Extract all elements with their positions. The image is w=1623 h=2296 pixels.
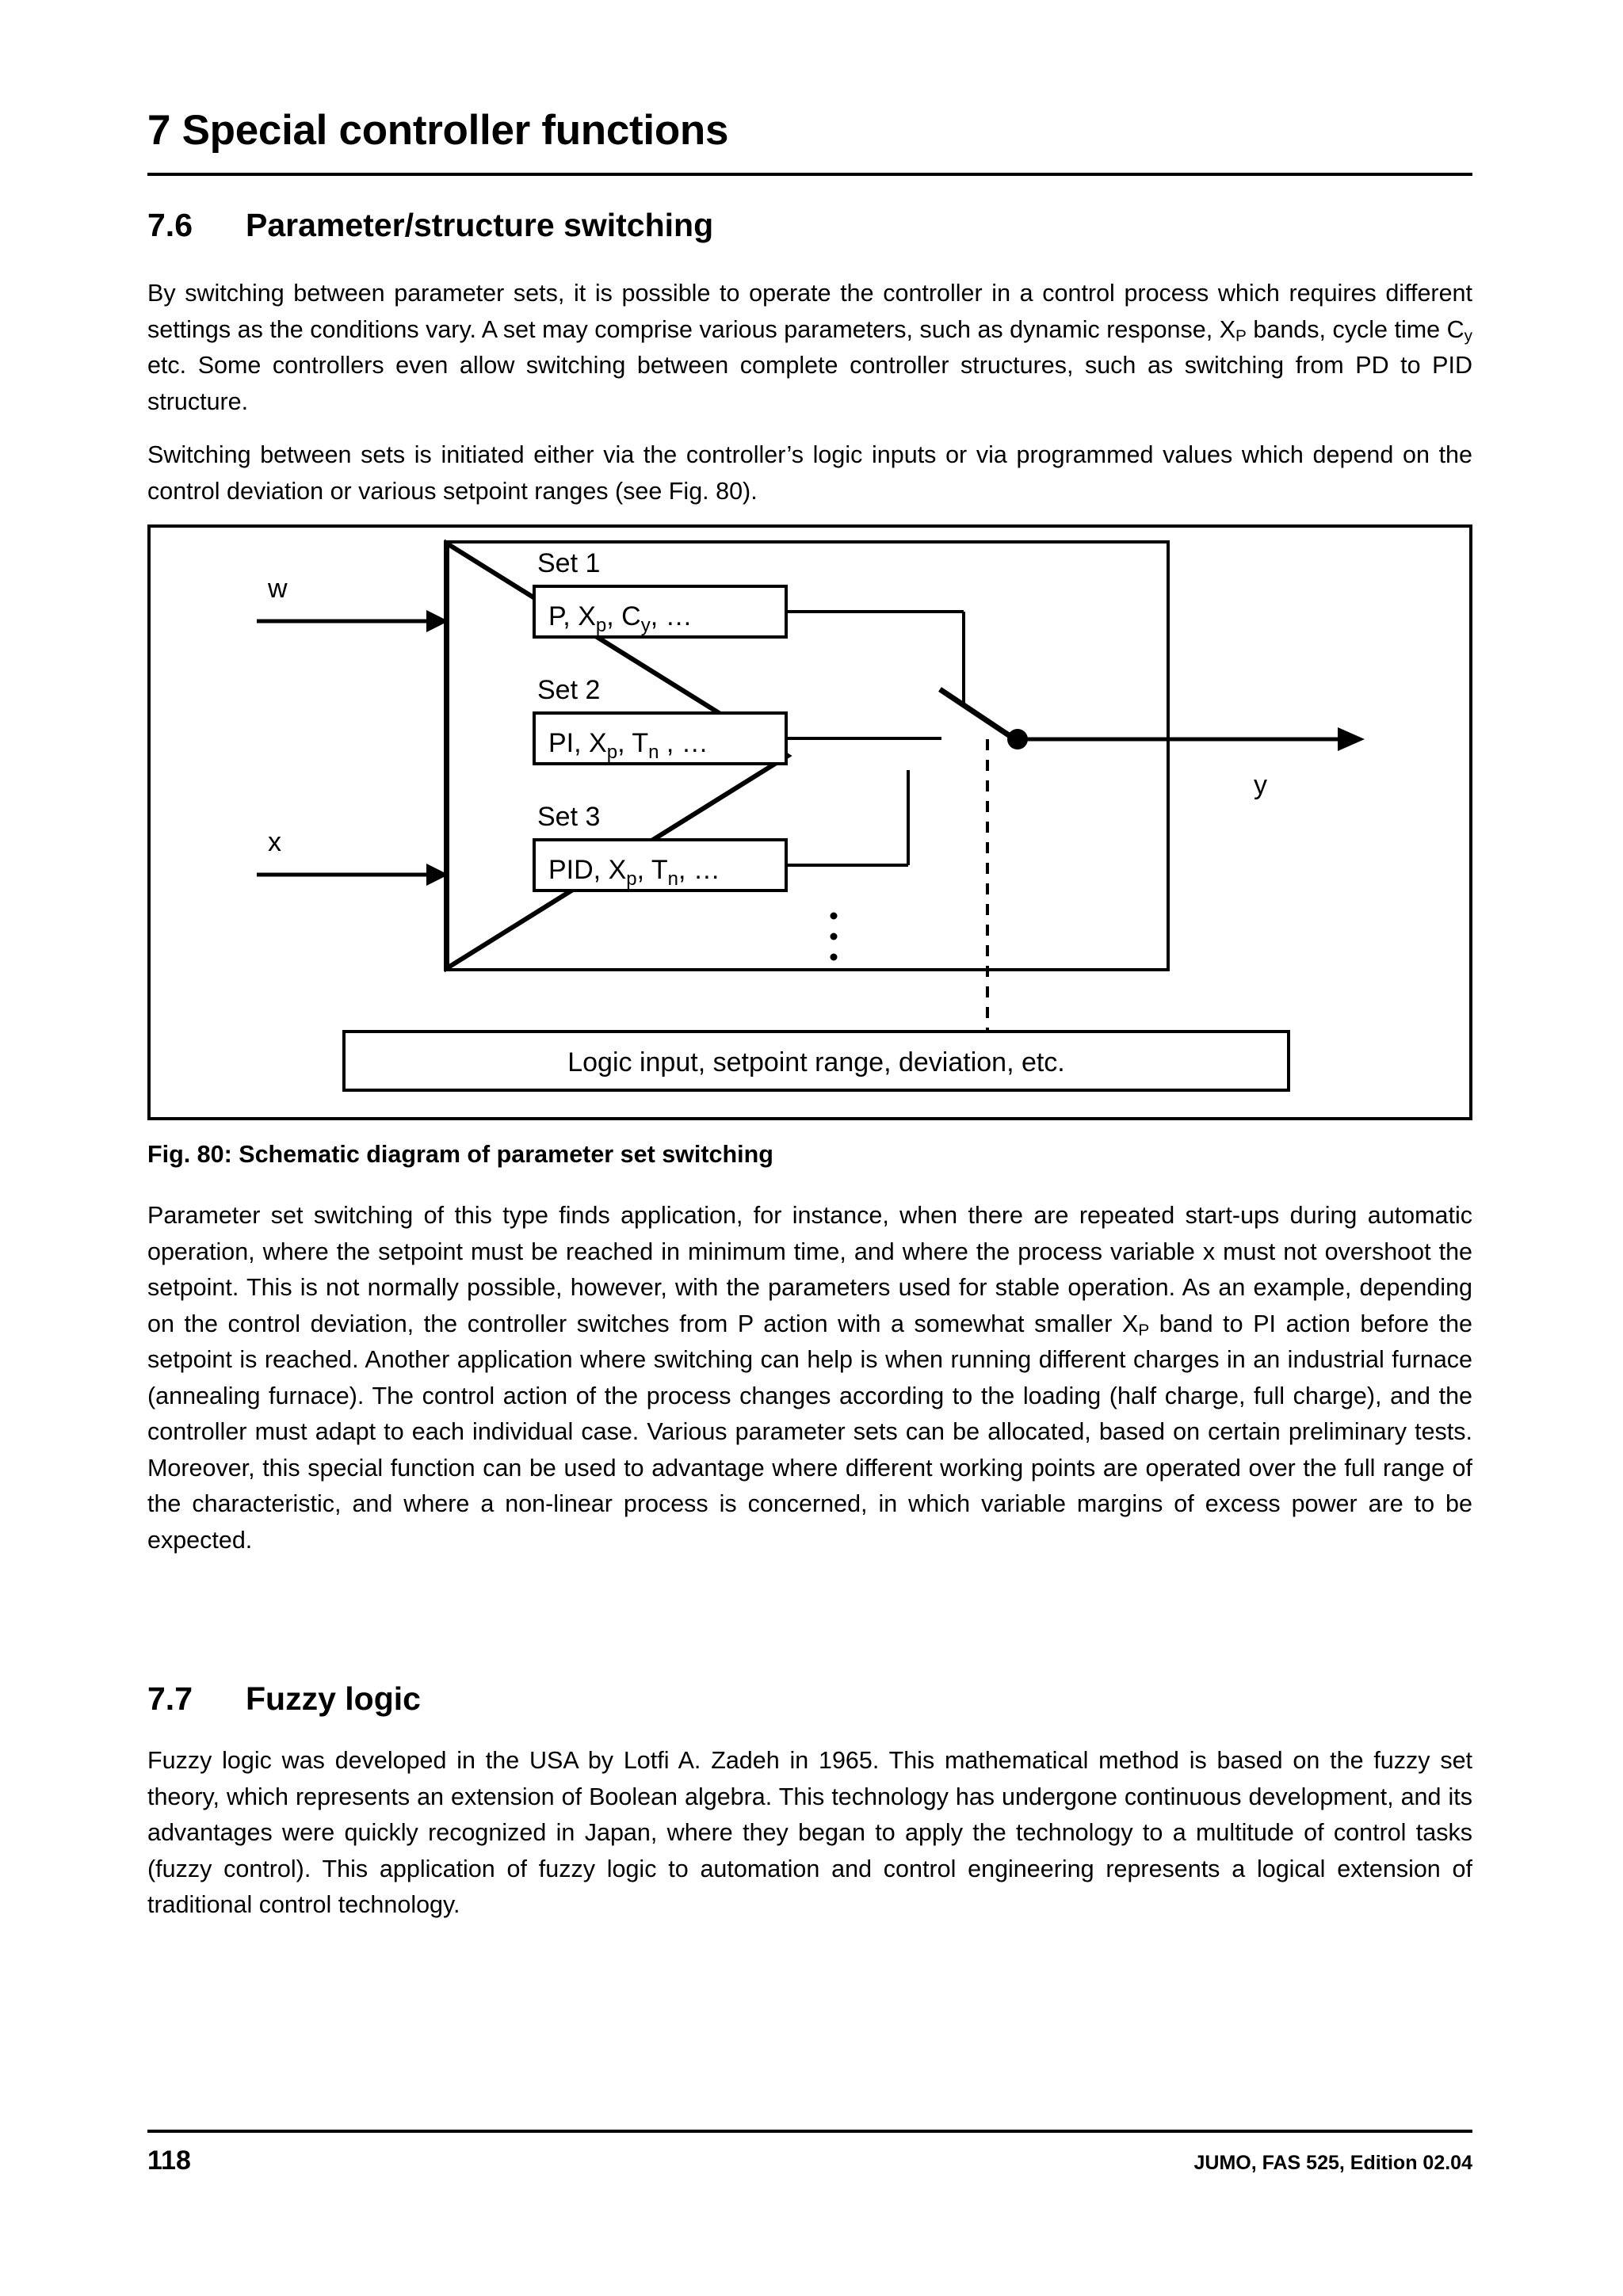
section-number-7-6: 7.6 — [147, 207, 193, 243]
set-3-content-a: PID, X — [548, 855, 627, 885]
footer-document-info: JUMO, FAS 525, Edition 02.04 — [1193, 2152, 1472, 2174]
vertical-ellipsis-dot-1 — [831, 913, 838, 920]
output-y-label: y — [1254, 770, 1267, 800]
set-1-content — [548, 601, 693, 636]
paragraph-intro-part-b: bands, cycle time C — [1246, 315, 1465, 343]
footer-rule — [147, 2130, 1472, 2133]
figure-80 — [147, 524, 1472, 1120]
footer-page-number: 118 — [147, 2145, 191, 2176]
figure-caption: Fig. 80: Schematic diagram of parameter set switching — [147, 1141, 773, 1168]
set-2-sub-a: p — [606, 742, 618, 763]
paragraph-switching-initiation: Switching between sets is initiated either via the controller’s logic inputs or via programmed values which depend on the control deviation or various setpoint ranges (see Fig. 80). — [147, 441, 1472, 505]
set-1-content-b: , C — [606, 601, 641, 631]
paragraph-intro-part-a: By switching between parameter sets, it is possible to operate the controller in a control process which requires different settings as the conditions vary. A set may comprise various parameters, such as dynamic response, X — [147, 280, 1472, 343]
subscript-xp-2: P — [1138, 1321, 1150, 1340]
paragraph-intro — [147, 276, 1472, 420]
set-3-sub-b: n — [667, 868, 679, 890]
section-title-7-7: Fuzzy logic — [246, 1680, 421, 1717]
set-1-sub-b: y — [640, 615, 651, 636]
set-3-content-c: , … — [678, 855, 720, 885]
set-2-content-c: , … — [659, 728, 708, 758]
subscript-cy-1: y — [1464, 326, 1472, 345]
set-2-label: Set 2 — [537, 675, 601, 705]
set-3-label: Set 3 — [537, 802, 601, 832]
section-heading-7-7 — [147, 1681, 421, 1717]
section-title-7-6: Parameter/structure switching — [246, 207, 714, 243]
set-2-sub-b: n — [648, 742, 659, 763]
set-3-sub-a: p — [626, 868, 637, 890]
vertical-ellipsis-dot-3 — [831, 954, 838, 961]
chapter-title-rule — [147, 173, 1472, 176]
set-1-content-c: , … — [650, 601, 693, 631]
paragraph-application-part-a: Parameter set switching of this type finds application, for instance, when there are repeated start-ups during automatic operation, where the setpoint must be reached in minimum time, and where the process variable x must not overshoot the setpoint. This is not normally possible, however, with the parameters used for stable operation. As an example, depending on the control deviation, the controller switches from P action with a somewhat smaller X — [147, 1202, 1472, 1337]
set-2-content-b: , T — [617, 728, 649, 758]
set-2-content — [548, 728, 708, 763]
subscript-xp-1: P — [1235, 326, 1247, 345]
input-w-label: w — [268, 574, 288, 604]
figure-border — [149, 526, 1471, 1119]
paragraph-application — [147, 1198, 1472, 1558]
page-content — [147, 0, 1472, 2296]
logic-input-bar-label: Logic input, setpoint range, deviation, etc. — [567, 1047, 1065, 1077]
vertical-ellipsis-dot-2 — [831, 933, 838, 940]
input-x-label: x — [268, 827, 281, 857]
paragraph-fuzzy-logic: Fuzzy logic was developed in the USA by Lotfi A. Zadeh in 1965. This mathematical method is based on the fuzzy set theory, which represents an extension of Boolean algebra. This technology has undergone continuous development, and its advantages were quickly recognized in Japan, where they began to apply the technology to a multitude of control tasks (fuzzy control). This application of fuzzy logic to automation and control engineering represents a logical extension of traditional control technology. — [147, 1747, 1472, 1918]
set-1-content-a: P, X — [548, 601, 596, 631]
set-1-label: Set 1 — [537, 548, 601, 578]
page-title: 7 Special controller functions — [147, 107, 729, 154]
section-heading-7-6 — [147, 208, 713, 243]
set-3-content-b: , T — [636, 855, 668, 885]
paragraph-intro-part-c: etc. Some controllers even allow switching between complete controller structures, such as switching from PD to PID structure. — [147, 352, 1472, 415]
section-number-7-7: 7.7 — [147, 1680, 193, 1717]
set-1-sub-a: p — [595, 615, 607, 636]
set-2-content-a: PI, X — [548, 728, 607, 758]
paragraph-application-part-b: band to PI action before the setpoint is reached. Another application where switching can help is when running different charges in an industrial furnace (annealing furnace). The control action of the process changes according to the loading (half charge, full charge), and the controller must adapt to each individual case. Various parameter sets can be allocated, based on certain preliminary tests. Moreover, this special function can be used to advantage where different working points are operated over the full range of the characteristic, and where a non-linear process is concerned, in which variable margins of excess power are to be expected. — [147, 1310, 1473, 1554]
